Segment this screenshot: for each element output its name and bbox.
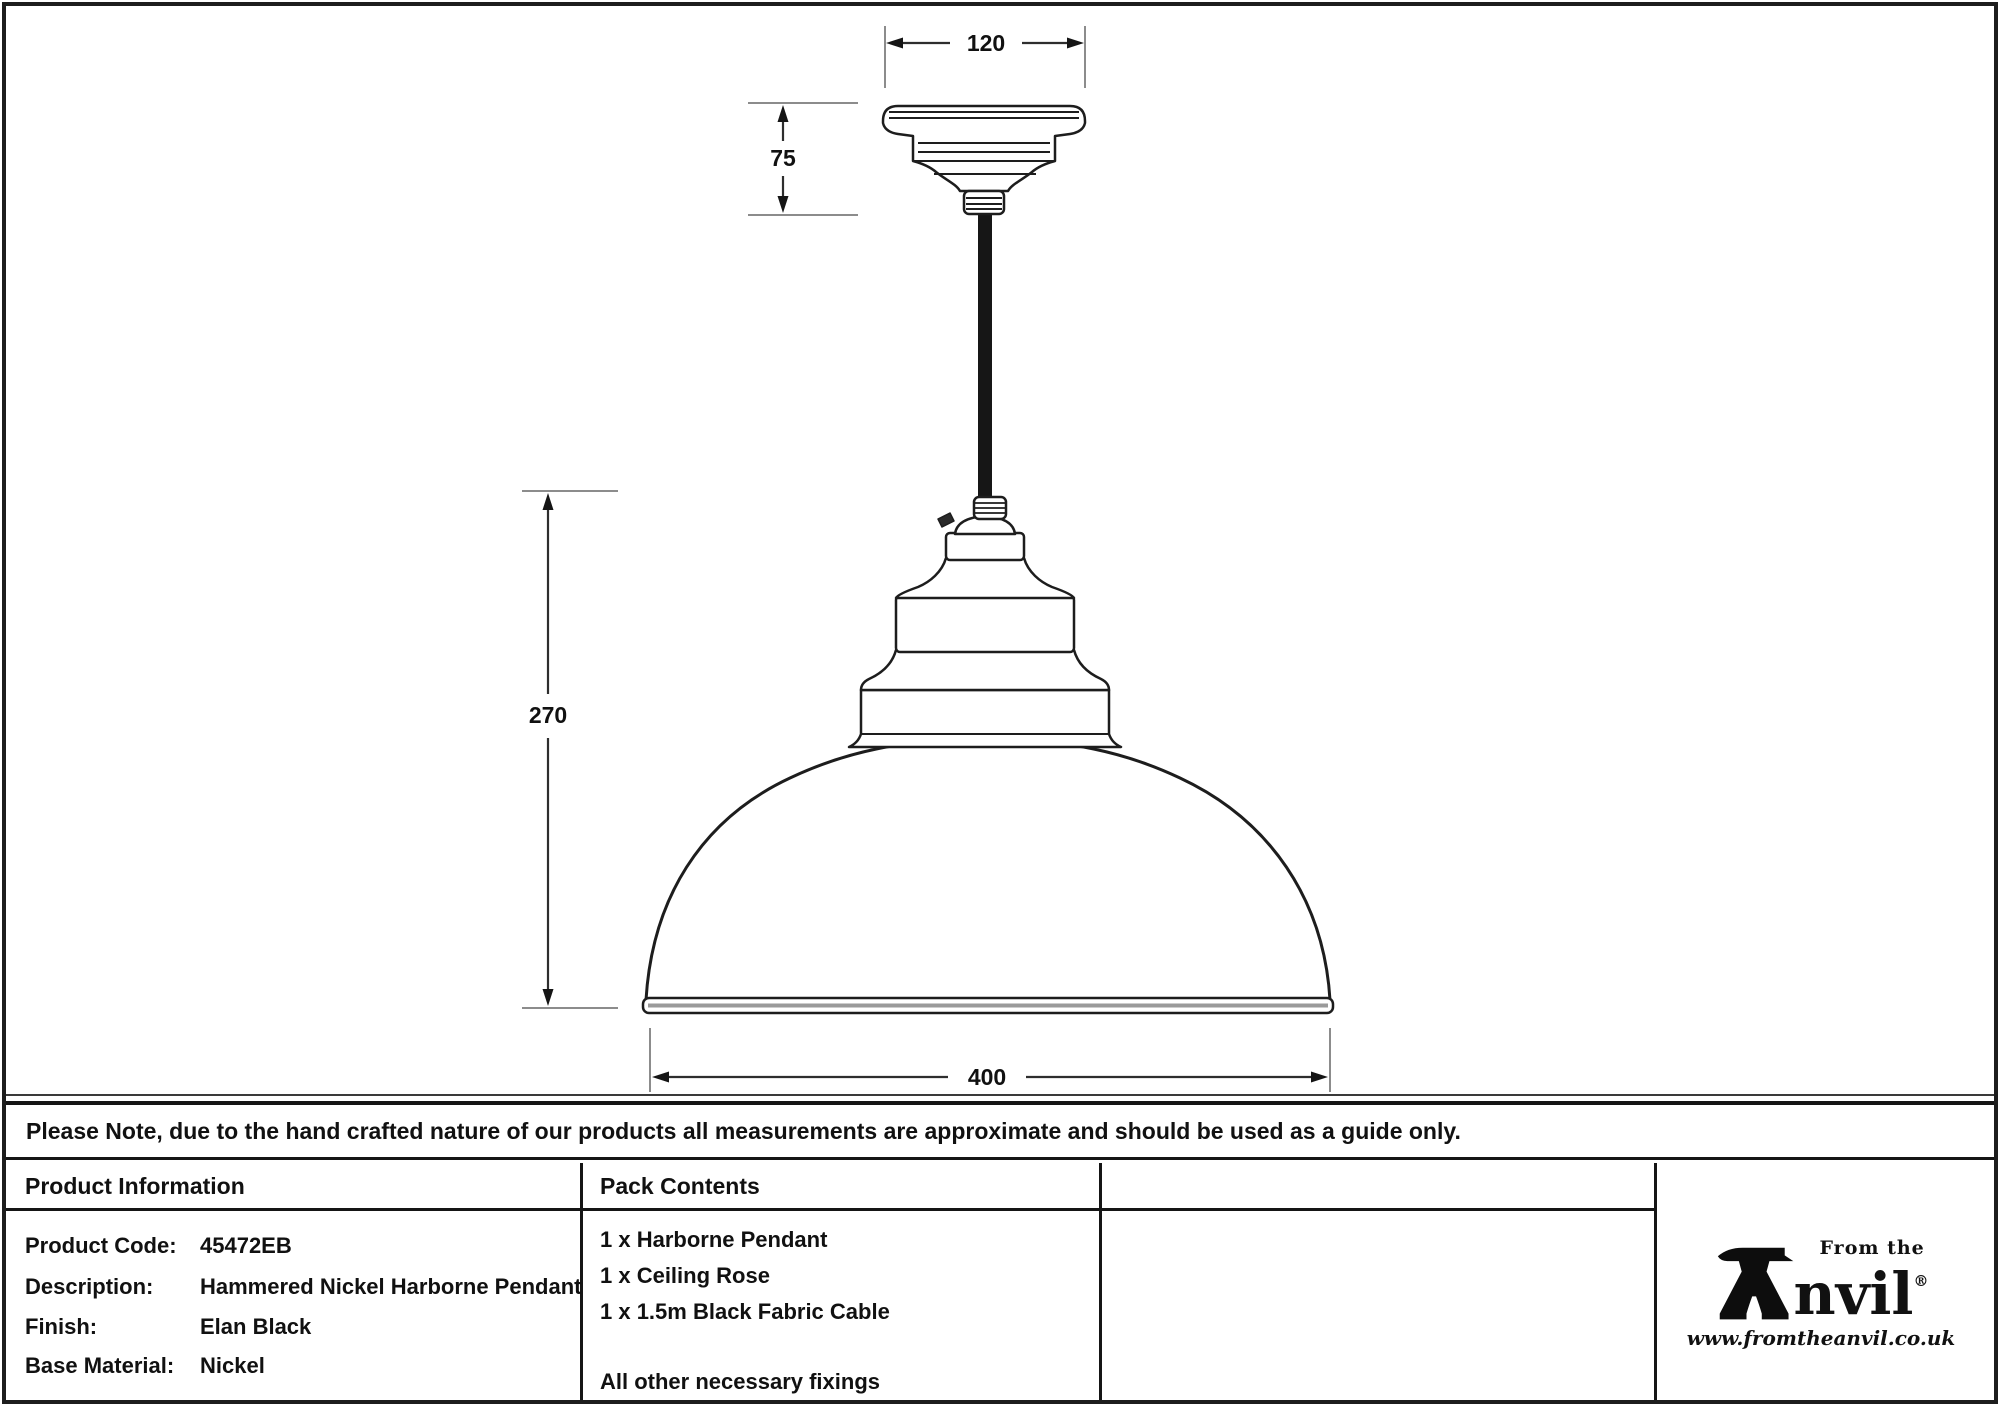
- measurement-note-text: Please Note, due to the hand crafted nature of our products all measurements are approximate and should be used as a guide only.: [26, 1117, 1461, 1144]
- dim-rose-width: [885, 26, 1085, 88]
- ceiling-rose: [883, 106, 1085, 214]
- finish-value: Elan Black: [200, 1314, 312, 1339]
- dim-rose-height-value: 75: [770, 145, 796, 171]
- product-info-label: Product Code:: [25, 1233, 177, 1258]
- product-info-label: Description:: [25, 1274, 154, 1299]
- product-info-label: Finish:: [25, 1314, 98, 1339]
- gallery-flare-upper: [896, 558, 1074, 598]
- dim-rose-width-value: 120: [966, 30, 1006, 56]
- product-info-header: Product Information: [25, 1173, 245, 1199]
- dome-shade: [646, 738, 1330, 1000]
- description-value: Hammered Nickel Harborne Pendant: [200, 1274, 582, 1299]
- measurement-note-bar: [6, 1101, 1994, 1160]
- table-header-divider: [6, 1208, 1654, 1211]
- pack-item: 1 x Harborne Pendant: [600, 1227, 828, 1252]
- anvil-icon: [1714, 1244, 1800, 1324]
- gallery-tier-bottom: [849, 690, 1121, 747]
- registered-mark: ®: [1913, 1271, 1929, 1290]
- rose-cable-grip: [964, 191, 1004, 214]
- brand-website: www.fromtheanvil.co.uk: [1686, 1325, 1956, 1350]
- product-info-label: Base Material:: [25, 1353, 175, 1378]
- gallery-tier-top: [946, 533, 1024, 560]
- brand-logo: [1648, 1218, 1994, 1368]
- lamp-gallery: [849, 497, 1121, 747]
- base-material-value: Nickel: [200, 1353, 265, 1378]
- brand-tagline: From the: [1819, 1236, 1925, 1259]
- dim-rose-height: [748, 103, 858, 215]
- product-code-value: 45472EB: [200, 1233, 292, 1258]
- drawing-box-bottom-line: [6, 1094, 1994, 1096]
- pack-item: 1 x 1.5m Black Fabric Cable: [600, 1299, 890, 1324]
- shade-rim: [643, 998, 1333, 1013]
- gallery-screw: [938, 513, 954, 527]
- dim-shade-width: [650, 1028, 1330, 1092]
- gallery-flare-lower: [861, 650, 1109, 690]
- gallery-tier-mid: [896, 596, 1074, 652]
- pack-contents-header: Pack Contents: [600, 1173, 760, 1199]
- table-divider-2: [1099, 1163, 1102, 1400]
- dim-shade-height: [522, 491, 618, 1008]
- dim-shade-width-value: 400: [967, 1064, 1007, 1090]
- pack-item: 1 x Ceiling Rose: [600, 1263, 770, 1288]
- info-table: [6, 1163, 1994, 1400]
- fabric-cable: [978, 210, 992, 505]
- brand-name: nvil®: [1793, 1259, 1929, 1328]
- dim-shade-height-value: 270: [528, 702, 568, 728]
- pack-item-footer: All other necessary fixings: [600, 1369, 880, 1394]
